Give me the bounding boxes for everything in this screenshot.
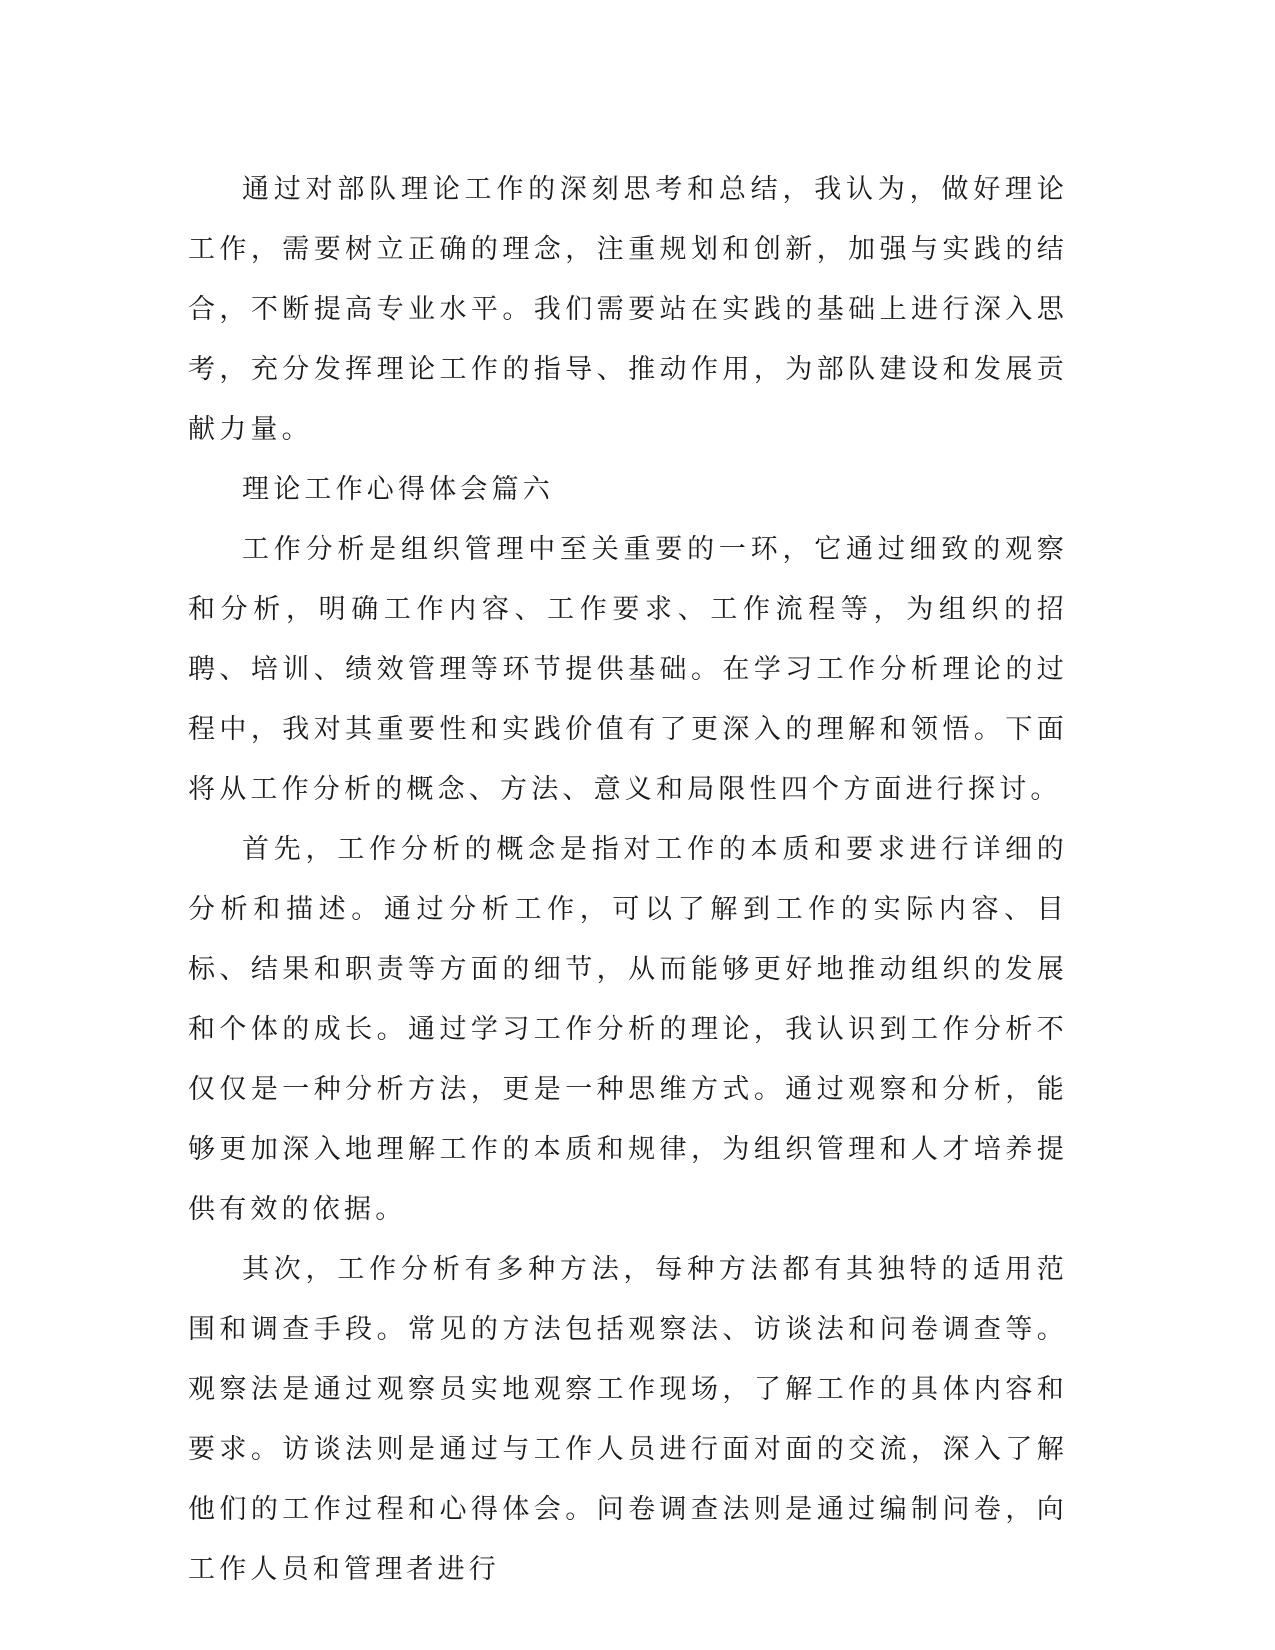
paragraph-methods: 其次，工作分析有多种方法，每种方法都有其独特的适用范围和调查手段。常见的方法包括观察法、访谈法和问卷调查等。观察法是通过观察员实地观察工作现场，了解工作的具体内容和要求。访谈法则是通过与工作人员进行面对面的交流，深入了解他们的工作过程和心得体会。问卷调查法则是通过编制问卷，向工作人员和管理者进行 [188,1254,1068,1585]
paragraph-conclusion: 通过对部队理论工作的深刻思考和总结，我认为，做好理论工作，需要树立正确的理念，注重规划和创新，加强与实践的结合，不断提高专业水平。我们需要站在实践的基础上进行深入思考，充分发挥理论工作的指导、推动作用，为部队建设和发展贡献力量。 [188,174,1068,445]
document-body [188,160,1068,1600]
section-heading: 理论工作心得体会篇六 [242,474,554,505]
paragraph-intro: 工作分析是组织管理中至关重要的一环，它通过细致的观察和分析，明确工作内容、工作要求、工作流程等，为组织的招聘、培训、绩效管理等环节提供基础。在学习工作分析理论的过程中，我对其重要性和实践价值有了更深入的理解和领悟。下面将从工作分析的概念、方法、意义和局限性四个方面进行探讨。 [188,534,1068,805]
paragraph-concept: 首先，工作分析的概念是指对工作的本质和要求进行详细的分析和描述。通过分析工作，可以了解到工作的实际内容、目标、结果和职责等方面的细节，从而能够更好地推动组织的发展和个体的成长。通过学习工作分析的理论，我认识到工作分析不仅仅是一种分析方法，更是一种思维方式。通过观察和分析，能够更加深入地理解工作的本质和规律，为组织管理和人才培养提供有效的依据。 [188,834,1068,1225]
